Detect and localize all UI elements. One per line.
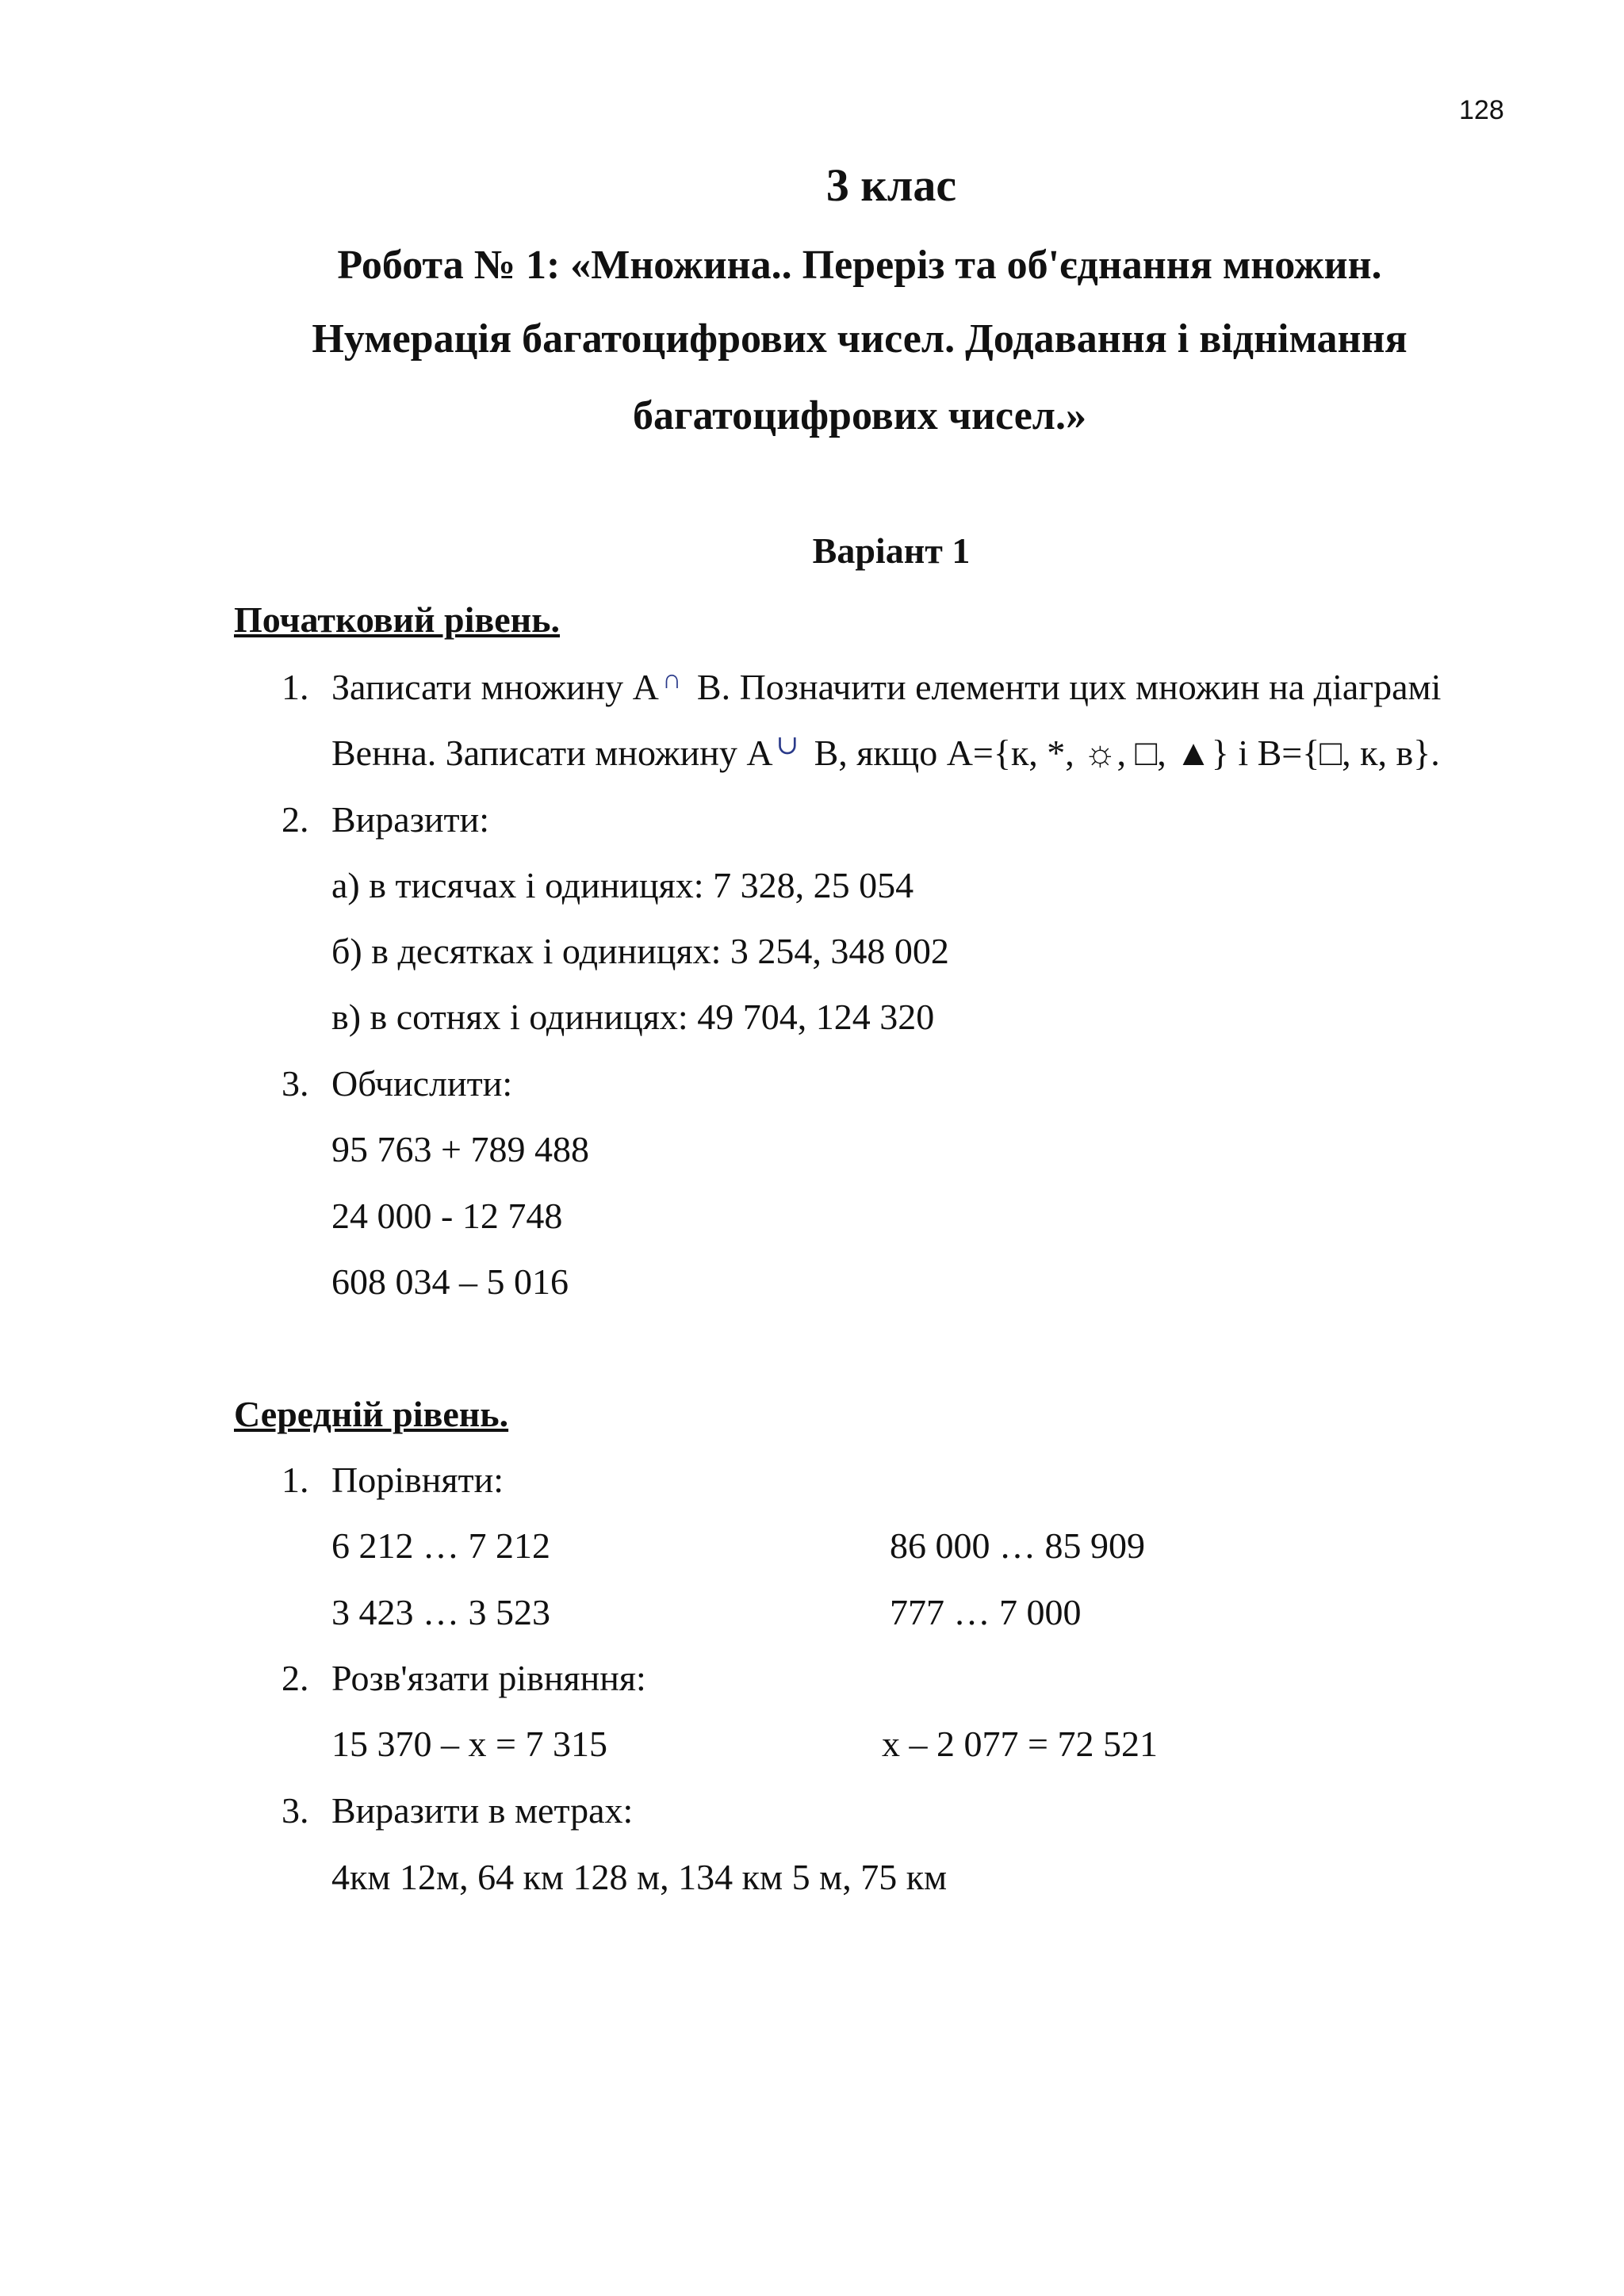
expression-1: 95 763 + 789 488 xyxy=(331,1129,589,1169)
page-number: 128 xyxy=(1459,95,1504,125)
task-3-label: Обчислити: xyxy=(331,1063,513,1104)
expression-3: 608 034 – 5 016 xyxy=(331,1261,569,1302)
variant-heading: Варіант 1 xyxy=(812,530,971,571)
work-title-line-3: багатоцифрових чисел.» xyxy=(633,393,1086,438)
task-number: 3. xyxy=(282,1790,309,1831)
work-title-line-2: Нумерація багатоцифрових чисел. Додавання і віднімання xyxy=(312,316,1408,362)
meters-label: Виразити в метрах: xyxy=(331,1790,634,1831)
initial-level-heading: Початковий рівень. xyxy=(234,599,560,640)
task-1-line-2 xyxy=(331,732,1440,774)
task-text: Записати множину А xyxy=(331,667,659,707)
work-title-line-1: Робота № 1: «Множина.. Переріз та об'єднання множин. xyxy=(337,243,1382,288)
task-2-label: Виразити: xyxy=(331,799,490,840)
task-number: 1. xyxy=(282,1460,309,1500)
intersection-symbol: ∩ xyxy=(661,665,682,695)
compare-item: 3 423 … 3 523 xyxy=(331,1592,550,1632)
task-2-item-b: б) в десятках і одиницях: 3 254, 348 002 xyxy=(331,931,949,971)
equation-2: х – 2 077 = 72 521 xyxy=(882,1724,1158,1764)
task-text: В, якщо А={к, *, ☼, □, ▲} і В={□, к, в}. xyxy=(805,733,1440,773)
task-number: 2. xyxy=(282,799,309,840)
task-number: 1. xyxy=(282,667,309,707)
task-text: Венна. Записати множину А xyxy=(331,733,773,773)
task-1-line-1 xyxy=(331,666,1441,708)
compare-item: 86 000 … 85 909 xyxy=(890,1525,1145,1566)
compare-label: Порівняти: xyxy=(331,1460,504,1500)
union-symbol: ∪ xyxy=(776,731,799,760)
grade-title: 3 клас xyxy=(825,159,957,211)
task-number: 2. xyxy=(282,1658,309,1698)
task-text: В. Позначити елементи цих множин на діаграмі xyxy=(688,667,1442,707)
meters-values: 4км 12м, 64 км 128 м, 134 км 5 м, 75 км xyxy=(331,1857,948,1897)
task-2-item-a: а) в тисячах і одиницях: 7 328, 25 054 xyxy=(331,865,914,905)
equation-label: Розв'язати рівняння: xyxy=(331,1658,646,1698)
compare-item: 777 … 7 000 xyxy=(890,1592,1082,1632)
task-2-item-c: в) в сотнях і одиницях: 49 704, 124 320 xyxy=(331,997,935,1037)
expression-2: 24 000 - 12 748 xyxy=(331,1196,563,1236)
compare-item: 6 212 … 7 212 xyxy=(331,1525,550,1566)
middle-level-heading: Середній рівень. xyxy=(234,1394,509,1434)
task-number: 3. xyxy=(282,1063,309,1104)
equation-1: 15 370 – х = 7 315 xyxy=(331,1724,607,1764)
